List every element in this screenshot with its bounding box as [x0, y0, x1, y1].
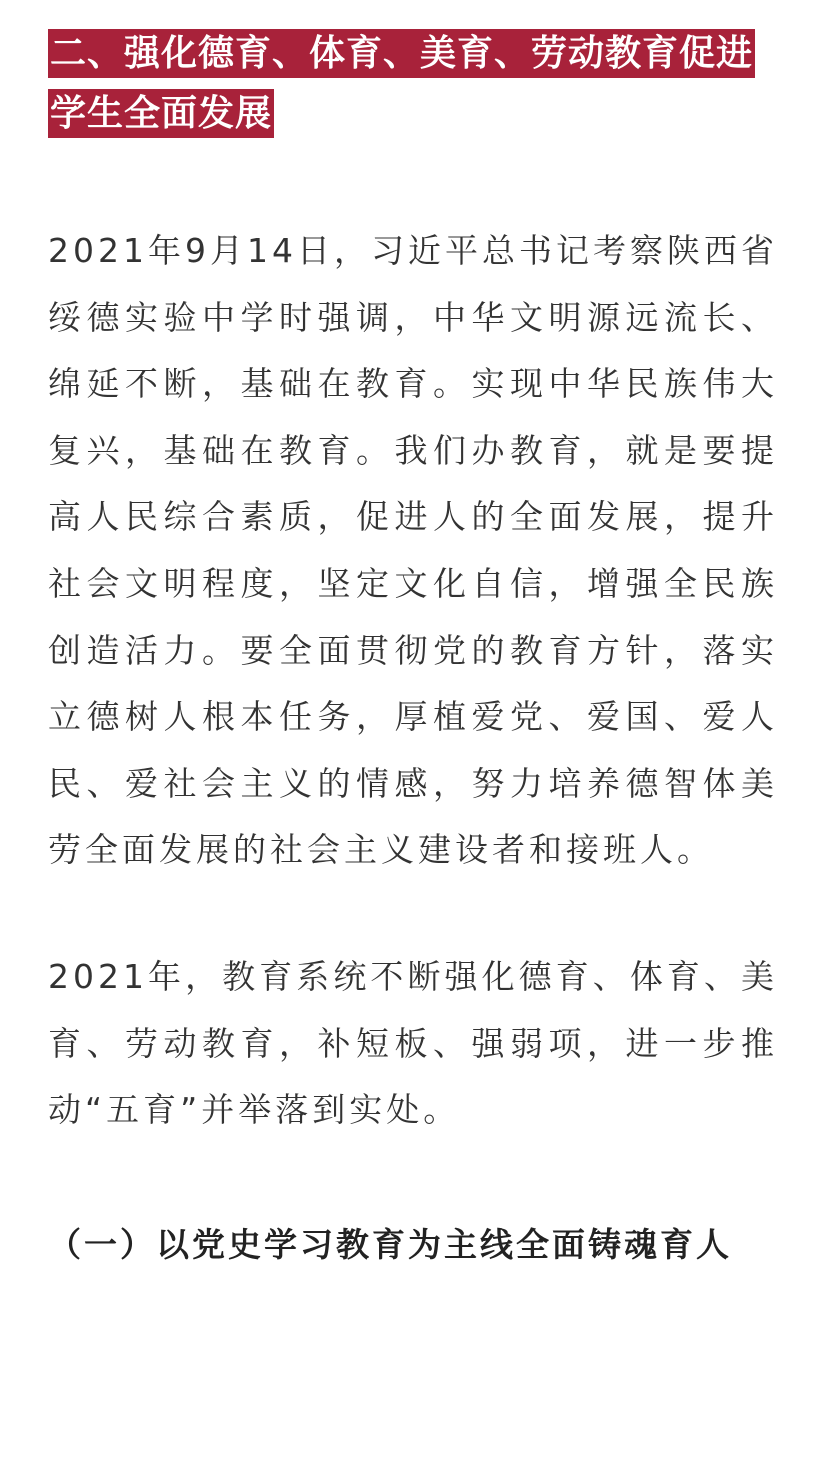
article-body: [48, 24, 778, 1278]
paragraph-inspection-remarks: 2021年9月14日，习近平总书记考察陕西省绥德实验中学时强调，中华文明源远流长、绵延不断，基础在教育。实现中华民族伟大复兴，基础在教育。我们办教育，就是要提高人民综合素质，促进人的全面发展，提升社会文明程度，坚定文化自信，增强全民族创造活力。要全面贯彻党的教育方针，落实立德树人根本任务，厚植爱党、爱国、爱人民、爱社会主义的情感，努力培养德智体美劳全面发展的社会主义建设者和接班人。: [48, 231, 778, 870]
subsection-heading: （一）以党史学习教育为主线全面铸魂育人: [48, 1224, 732, 1264]
section-heading: [48, 24, 778, 144]
paragraph-five-educations: 2021年，教育系统不断强化德育、体育、美育、劳动教育，补短板、强弱项，进一步推动“五育”并举落到实处。: [48, 956, 778, 1130]
section-heading-text: 二、强化德育、体育、美育、劳动教育促进学生全面发展: [48, 29, 755, 138]
